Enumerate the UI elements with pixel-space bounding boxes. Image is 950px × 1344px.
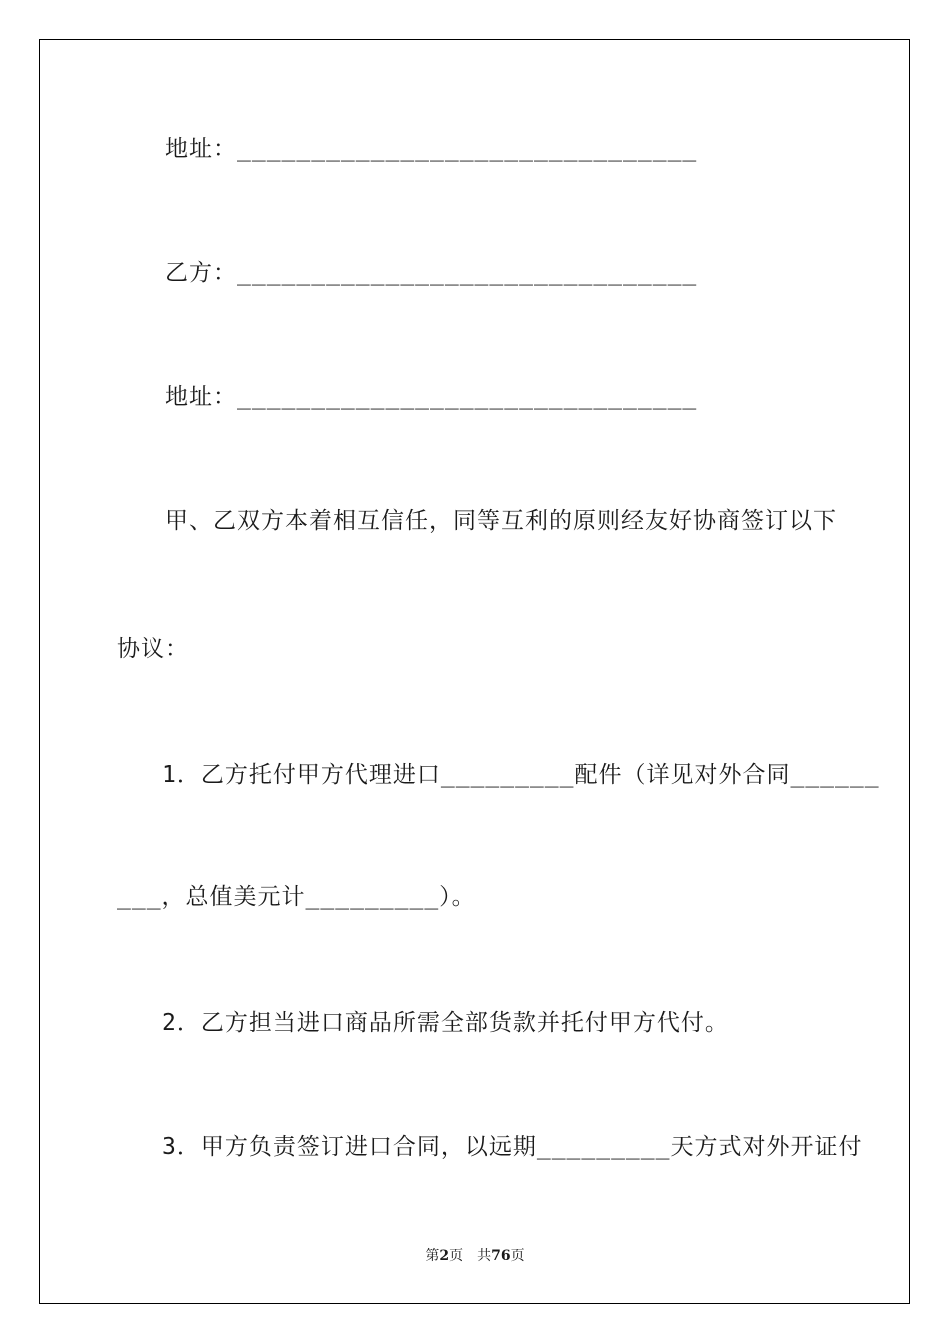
preamble-line: 甲、乙双方本着相互信任，同等互利的原则经友好协商签订以下 xyxy=(165,508,837,534)
page-prefix: 第 xyxy=(425,1248,440,1264)
clause-1-line-2: ___，总值美元计_________）。 xyxy=(117,884,476,910)
party-a-address-line: 地址：_______________________________ xyxy=(165,136,698,162)
total-prefix: 共 xyxy=(477,1248,492,1264)
total-pages: 76 xyxy=(491,1248,511,1264)
page-footer xyxy=(0,1246,950,1266)
page-border xyxy=(39,39,910,1304)
page-number: 2 xyxy=(439,1248,450,1264)
clause-3-line: 3．甲方负责签订进口合同，以远期_________天方式对外开证付 xyxy=(162,1134,863,1160)
page-suffix: 页 xyxy=(449,1248,464,1264)
clause-1-line-1: 1．乙方托付甲方代理进口_________配件（详见对外合同______ xyxy=(162,762,880,788)
agreement-heading-line: 协议： xyxy=(117,636,189,662)
party-b-line: 乙方：_______________________________ xyxy=(165,260,698,286)
clause-2-line: 2．乙方担当进口商品所需全部货款并托付甲方代付。 xyxy=(162,1010,729,1036)
total-suffix: 页 xyxy=(510,1248,525,1264)
party-b-address-line: 地址：_______________________________ xyxy=(165,384,698,410)
